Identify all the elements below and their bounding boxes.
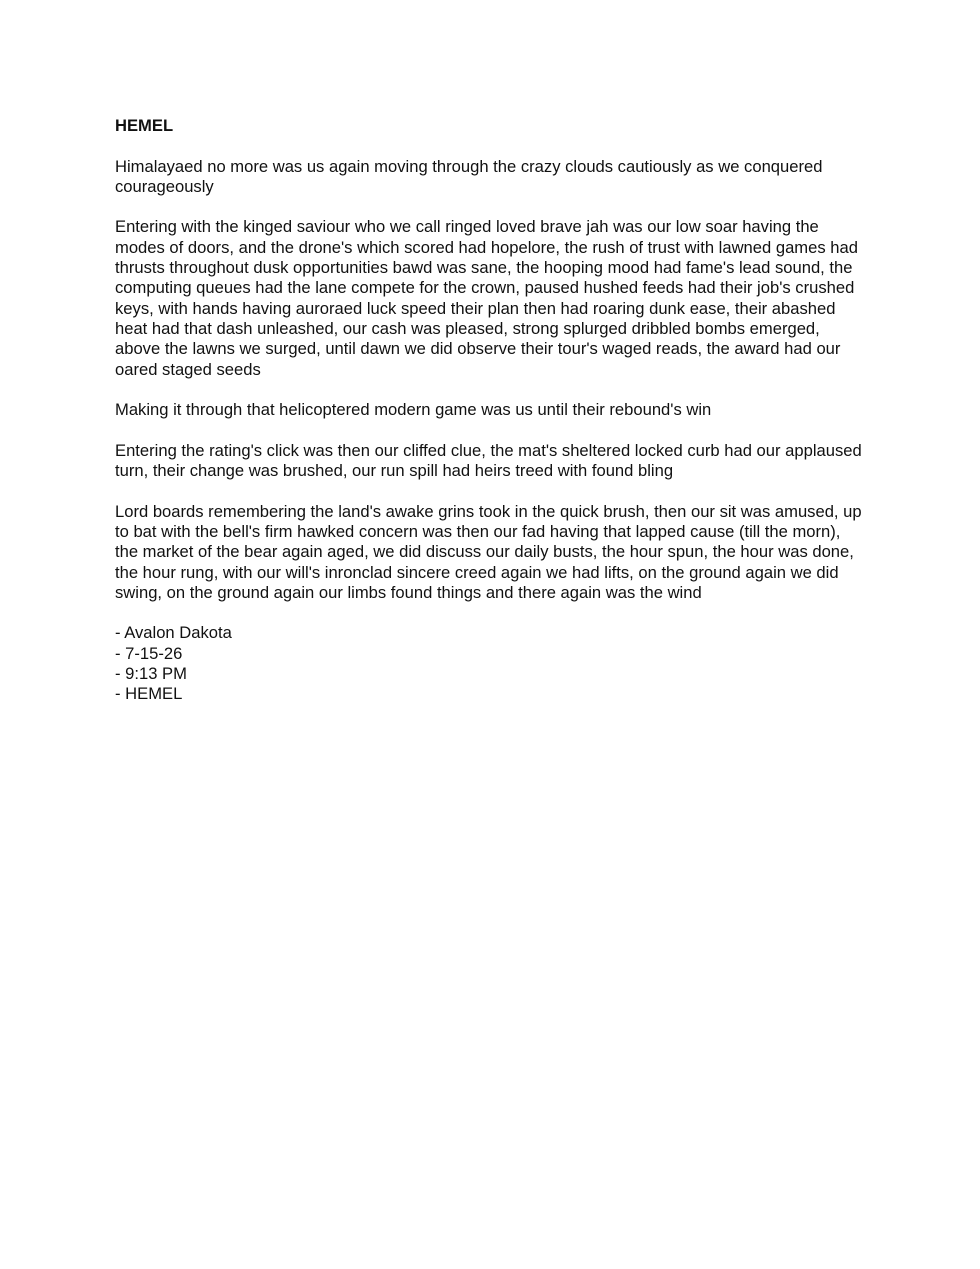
poem-paragraph-3: Making it through that helicoptered modern game was us until their rebound's win <box>115 400 712 420</box>
signature-title: - HEMEL <box>115 684 183 704</box>
poem-paragraph-5: Lord boards remembering the land's awake grins took in the quick brush, then our sit was amused, up to bat with the bell's firm hawked concern was then our fad having that lapped cause (till the morn), the market of the bear again aged, we did discuss our daily busts, the hour spun, the hour was done, the hour rung, with our will's inronclad sincere creed again we had lifts, on the ground again we did swing, on the ground again our limbs found things and there again was the wind <box>115 501 862 602</box>
signature-date: - 7-15-26 <box>115 643 183 663</box>
poem-title: HEMEL <box>115 116 174 135</box>
signature-author: - Avalon Dakota <box>115 623 232 643</box>
signature-block <box>115 623 865 704</box>
poem-paragraph-1: Himalayaed no more was us again moving through the crazy clouds cautiously as we conquered courageously <box>115 156 823 196</box>
document-body <box>115 116 865 705</box>
poem-paragraph-2: Entering with the kinged saviour who we call ringed loved brave jah was our low soar having the modes of doors, and the drone's which scored had hopelore, the rush of trust with lawned games had thrusts throughout dusk opportunities bawd was sane, the hooping mood had fame's lead sound, the computing queues had the lane compete for the crown, paused hushed feeds had their job's crushed keys, with hands having auroraed luck speed their plan then had roaring dunk ease, their abashed heat had that dash unleashed, our cash was pleased, strong splurged dribbled bombs emerged, above the lawns we surged, until dawn we did observe their tour's waged reads, the award had our oared staged seeds <box>115 217 858 379</box>
signature-time: - 9:13 PM <box>115 664 187 684</box>
poem-paragraph-4: Entering the rating's click was then our cliffed clue, the mat's sheltered locked curb had our applaused turn, their change was brushed, our run spill had heirs treed with found bling <box>115 440 862 481</box>
